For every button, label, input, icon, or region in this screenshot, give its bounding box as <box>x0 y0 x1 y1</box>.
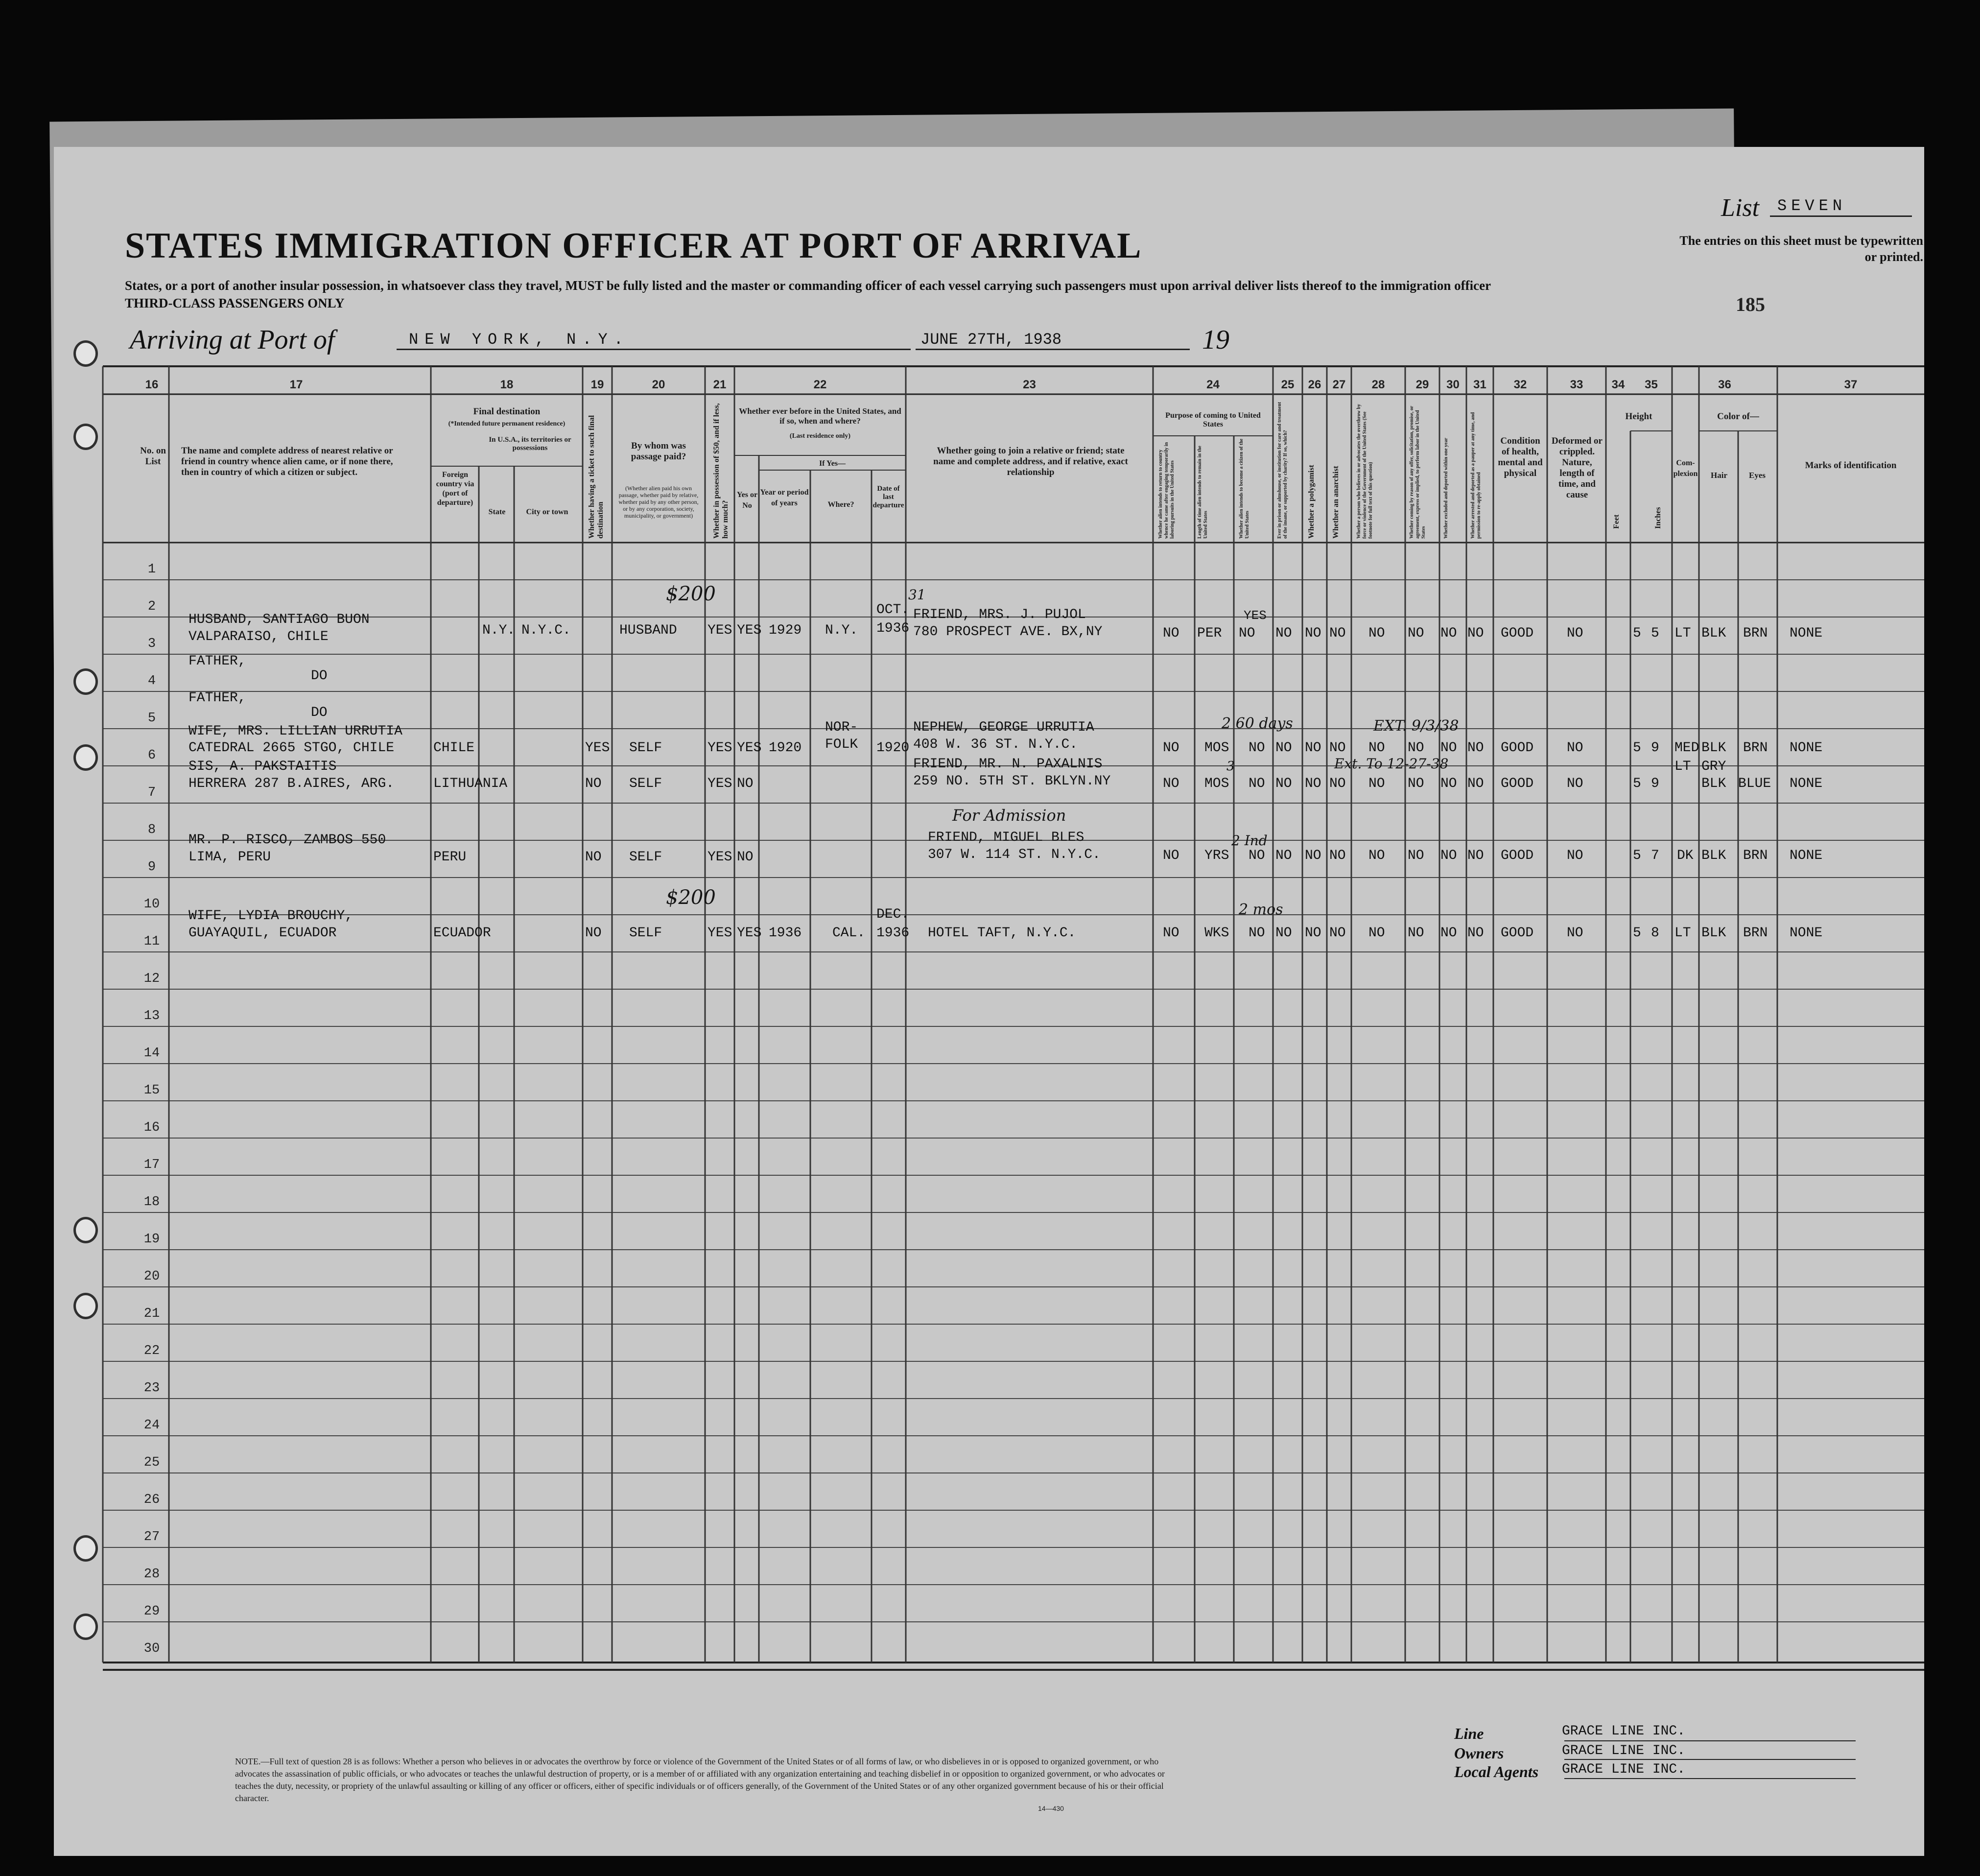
header-money: Whether in possession of $50, and if less, how much? <box>712 403 730 539</box>
class-line: THIRD-CLASS PASSENGERS ONLY <box>125 296 345 310</box>
q29: NO <box>1408 848 1424 863</box>
line-label: Line <box>1454 1725 1484 1742</box>
row-number: 18 <box>143 1195 160 1210</box>
header-in-usa: In U.S.A., its territories or possessions <box>489 436 571 452</box>
height-feet: 5 <box>1633 926 1641 941</box>
row-number: 24 <box>143 1418 160 1433</box>
purpose-return: NO <box>1163 926 1179 941</box>
header-no-on-list: No. on List <box>140 446 166 467</box>
header-height: Height <box>1625 411 1652 422</box>
header-purpose-citizen: Whether alien intends to become a citizen of the United States <box>1239 438 1250 539</box>
joining: 259 NO. 5TH ST. BKLYN.NY <box>913 774 1111 789</box>
relative-abroad: HUSBAND, SANTIAGO BUON <box>189 612 370 627</box>
departure-date: OCT. <box>876 602 910 617</box>
relative-abroad: GUAYAQUIL, ECUADOR <box>189 926 337 941</box>
list-label: List <box>1721 194 1760 222</box>
manifest-sheet <box>54 147 1924 1856</box>
handwritten-length: 2 mos <box>1239 901 1283 918</box>
relative-abroad: WIFE, MRS. LILLIAN URRUTIA <box>189 724 402 739</box>
joining: FRIEND, MR. N. PAXALNIS <box>913 757 1103 772</box>
purpose-citizen: NO <box>1249 740 1265 756</box>
eyes: BLUE <box>1738 776 1771 791</box>
arrival-port: NEW YORK, N.Y. <box>409 331 630 349</box>
eyes: BRN <box>1743 740 1768 756</box>
purpose-length: WKS <box>1204 926 1229 941</box>
paid-by: HUSBAND <box>619 623 677 638</box>
purpose-citizen: NO <box>1249 848 1265 863</box>
before-where: N.Y. <box>825 623 858 638</box>
header-before-in-us: Whether ever before in the United States, and if so, when and where? <box>739 406 901 426</box>
health: GOOD <box>1501 740 1534 756</box>
complexion: LT <box>1674 759 1691 774</box>
before-where: CAL. <box>832 926 866 941</box>
column-number: 16 <box>145 378 159 391</box>
money: YES <box>707 740 732 756</box>
header-where: Where? <box>827 500 854 509</box>
handwritten-amount: $200 <box>666 886 716 909</box>
deformed: NO <box>1567 926 1583 941</box>
q31: NO <box>1467 626 1484 641</box>
q26: NO <box>1305 926 1321 941</box>
before-yes-no: NO <box>737 776 754 791</box>
row-number: 6 <box>147 748 156 763</box>
column-number: 20 <box>652 378 665 391</box>
row-number: 14 <box>143 1046 160 1061</box>
eyes: BRN <box>1743 848 1768 863</box>
money: YES <box>707 850 732 865</box>
owners-label: Owners <box>1454 1744 1504 1762</box>
row-number: 19 <box>143 1232 160 1247</box>
complexion: DK <box>1677 848 1694 863</box>
marks: NONE <box>1790 626 1823 641</box>
hair: BLK <box>1701 848 1726 863</box>
purpose-citizen: NO <box>1239 626 1255 641</box>
q27: NO <box>1329 776 1346 791</box>
header-city: City or town <box>526 508 568 516</box>
relative-abroad: HERRERA 287 B.AIRES, ARG. <box>189 776 395 791</box>
height-inches: 9 <box>1651 740 1659 756</box>
height-feet: 5 <box>1633 740 1641 756</box>
q28: NO <box>1368 626 1385 641</box>
foreign-country: LITHUANIA <box>433 776 508 791</box>
column-number: 21 <box>713 378 727 391</box>
relative-abroad: CATEDRAL 2665 STGO, CHILE <box>189 740 395 756</box>
line-value: GRACE LINE INC. <box>1562 1724 1686 1739</box>
hair: BLK <box>1701 740 1726 756</box>
departure-date: 1936 <box>876 621 910 636</box>
purpose-citizen: NO <box>1249 776 1265 791</box>
purpose-length: PER <box>1197 626 1222 641</box>
header-final-destination-note: (*Intended future permanent residence) <box>448 420 566 427</box>
header-year-period: Year or period of years <box>760 488 809 507</box>
header-purpose-return: Whether alien intends to return to country whence he came after engaging temporarily in laboring pursuits in the United States <box>1158 442 1175 539</box>
header-q29: Whether coming by reason of any offer, solicitation, promise, or agreement, express or implied, to perform labor in the United States <box>1409 405 1426 539</box>
header-q30: Whether excluded and deported within one year <box>1443 438 1449 539</box>
agents-value: GRACE LINE INC. <box>1562 1762 1686 1777</box>
paid-by: SELF <box>629 776 662 791</box>
joining: 408 W. 36 ST. N.Y.C. <box>913 737 1078 752</box>
ruled-grid <box>54 147 1924 1856</box>
q29: NO <box>1408 740 1424 756</box>
row-number: 27 <box>143 1530 160 1544</box>
form-instruction: States, or a port of another insular possession, in whatsoever class they travel, MUST be fully listed and the master or commanding officer of each vessel carrying such passengers must upon arrival deliver lists thereof to the immigration officer <box>125 278 1491 293</box>
header-eyes: Eyes <box>1749 471 1766 480</box>
marks: NONE <box>1790 776 1823 791</box>
joining: FRIEND, MRS. J. PUJOL <box>913 607 1086 622</box>
handwritten-admission-note: For Admission <box>952 806 1066 825</box>
hair: GRY <box>1701 759 1726 774</box>
column-number: 37 <box>1844 378 1858 391</box>
header-health: Condition of health, mental and physical <box>1498 436 1543 478</box>
column-number: 22 <box>813 378 827 391</box>
header-marks: Marks of identification <box>1805 460 1897 471</box>
joining: NEPHEW, GEORGE URRUTIA <box>913 720 1094 735</box>
row-number: 3 <box>147 637 156 651</box>
purpose-return: NO <box>1163 848 1179 863</box>
paid-by: SELF <box>629 740 662 756</box>
purpose-return: NO <box>1163 626 1179 641</box>
money: YES <box>707 926 732 941</box>
q25: NO <box>1275 740 1292 756</box>
column-number: 18 <box>500 378 514 391</box>
column-number: 27 <box>1332 378 1346 391</box>
health: GOOD <box>1501 848 1534 863</box>
joining: FRIEND, MIGUEL BLES <box>928 830 1084 845</box>
q25: NO <box>1275 776 1292 791</box>
q29: NO <box>1408 626 1424 641</box>
column-number: 34 <box>1611 378 1625 391</box>
handwritten-amount: $200 <box>666 583 716 605</box>
complexion: LT <box>1674 626 1691 641</box>
row-number: 15 <box>143 1083 160 1098</box>
complexion: LT <box>1674 926 1691 941</box>
column-number: 30 <box>1446 378 1460 391</box>
before-yes-no: YES <box>737 926 762 941</box>
q26: NO <box>1305 740 1321 756</box>
deformed: NO <box>1567 626 1583 641</box>
paid-by: SELF <box>629 926 662 941</box>
q25: NO <box>1275 926 1292 941</box>
column-number: 36 <box>1718 378 1731 391</box>
departure-date: 1936 <box>876 926 910 941</box>
column-number: 25 <box>1281 378 1295 391</box>
column-number: 29 <box>1415 378 1429 391</box>
height-feet: 5 <box>1633 848 1641 863</box>
joining: 307 W. 114 ST. N.Y.C. <box>928 847 1101 862</box>
purpose-citizen: NO <box>1249 926 1265 941</box>
ticket: NO <box>585 850 602 865</box>
header-passage-paid: By whom was passage paid? <box>631 441 686 462</box>
column-number: 28 <box>1371 378 1385 391</box>
header-joining: Whether going to join a relative or friend; state name and complete address, and if relative, exact relationship <box>933 446 1128 477</box>
row-number: 17 <box>143 1158 160 1172</box>
row-number: 30 <box>143 1641 160 1656</box>
purpose-length: MOS <box>1204 776 1229 791</box>
q29: NO <box>1408 926 1424 941</box>
ditto: DO <box>311 705 328 720</box>
header-hair: Hair <box>1711 471 1727 480</box>
q28: NO <box>1368 776 1385 791</box>
row-number: 26 <box>143 1493 160 1507</box>
purpose-length: YRS <box>1204 848 1229 863</box>
q28: NO <box>1368 848 1385 863</box>
q26: NO <box>1305 776 1321 791</box>
row-number: 16 <box>143 1120 160 1135</box>
height-feet: 5 <box>1633 776 1641 791</box>
q27: NO <box>1329 926 1346 941</box>
arriving-label: Arriving at Port of <box>130 325 335 355</box>
height-feet: 5 <box>1633 626 1641 641</box>
joining: HOTEL TAFT, N.Y.C. <box>928 926 1076 941</box>
column-number: 19 <box>590 378 604 391</box>
row-number: 9 <box>147 860 156 875</box>
q31: NO <box>1467 740 1484 756</box>
before-yes-no: YES <box>737 623 762 638</box>
header-date-departure: Date of last departure <box>872 485 904 509</box>
row-number: 2 <box>147 599 156 614</box>
q25: NO <box>1275 626 1292 641</box>
foreign-country: PERU <box>433 850 467 865</box>
header-purpose: Purpose of coming to United States <box>1165 411 1261 428</box>
height-inches: 9 <box>1651 776 1659 791</box>
relative-abroad: LIMA, PERU <box>189 850 271 865</box>
marks: NONE <box>1790 740 1823 756</box>
joining: 780 PROSPECT AVE. BX,NY <box>913 624 1103 640</box>
height-inches: 8 <box>1651 926 1659 941</box>
q28: NO <box>1368 926 1385 941</box>
header-polygamist: Whether a polygamist <box>1307 465 1316 539</box>
handwritten-date: 31 <box>908 587 926 603</box>
header-complexion: Com-plexion <box>1673 459 1698 478</box>
deformed: NO <box>1567 740 1583 756</box>
deformed: NO <box>1567 848 1583 863</box>
foreign-country: CHILE <box>433 740 475 756</box>
header-deformed: Deformed or crippled. Nature, length of time, and cause <box>1552 436 1603 500</box>
row-number: 20 <box>143 1269 160 1284</box>
height-inches: 7 <box>1651 848 1659 863</box>
row-number: 28 <box>143 1567 160 1582</box>
header-q28: Whether a person who believes in or advocates the overthrow by force or violence of the Government of the United States (See footnote for full text of this question) <box>1356 404 1373 539</box>
row-number: 29 <box>143 1604 160 1619</box>
marks: NONE <box>1790 926 1823 941</box>
row-number: 25 <box>143 1455 160 1470</box>
header-if-yes: If Yes— <box>819 459 846 468</box>
owners-value: GRACE LINE INC. <box>1562 1743 1686 1758</box>
relative-abroad: VALPARAISO, CHILE <box>189 629 329 644</box>
before-year: 1929 <box>769 623 802 638</box>
q25: NO <box>1275 848 1292 863</box>
handwritten-extension: Ext. To 12-27-38 <box>1334 756 1449 772</box>
row-number: 23 <box>143 1381 160 1396</box>
q29: NO <box>1408 776 1424 791</box>
q31: NO <box>1467 776 1484 791</box>
list-value: SEVEN <box>1777 197 1847 215</box>
purpose-return: NO <box>1163 776 1179 791</box>
relative-abroad: FATHER, <box>189 690 246 706</box>
handwritten-citizen: YES <box>1244 608 1267 623</box>
q31: NO <box>1467 848 1484 863</box>
row-number: 8 <box>147 823 156 837</box>
relative-abroad: WIFE, LYDIA BROUCHY, <box>189 908 354 924</box>
before-yes-no: YES <box>737 740 762 756</box>
q31: NO <box>1467 926 1484 941</box>
city: N.Y.C. <box>521 623 571 638</box>
before-yes-no: NO <box>737 850 754 865</box>
before-year: 1936 <box>769 926 802 941</box>
row-number: 13 <box>143 1009 160 1023</box>
health: GOOD <box>1501 926 1534 941</box>
q28: NO <box>1368 740 1385 756</box>
ticket: YES <box>585 740 610 756</box>
hair: BLK <box>1701 926 1726 941</box>
agents-label: Local Agents <box>1454 1763 1539 1781</box>
height-inches: 5 <box>1651 626 1659 641</box>
q26: NO <box>1305 626 1321 641</box>
row-number: 12 <box>143 972 160 986</box>
ticket: NO <box>585 926 602 941</box>
header-yes-no: Yes or No <box>736 491 758 510</box>
q30: NO <box>1440 848 1457 863</box>
column-number: 33 <box>1570 378 1583 391</box>
eyes: BRN <box>1743 626 1768 641</box>
q30: NO <box>1440 626 1457 641</box>
header-state: State <box>488 508 506 516</box>
row-number: 21 <box>143 1306 160 1321</box>
header-ticket: Whether having a ticket to such final destination <box>588 415 605 539</box>
year-prefix: 19 <box>1202 325 1229 355</box>
header-before-note: (Last residence only) <box>789 432 851 440</box>
row-number: 5 <box>147 711 156 726</box>
page-number: 185 <box>1736 293 1765 315</box>
q27: NO <box>1329 848 1346 863</box>
departure-date: DEC. <box>876 907 910 922</box>
complexion: MED <box>1674 740 1699 756</box>
form-title: STATES IMMIGRATION OFFICER AT PORT OF ARRIVAL <box>125 226 1142 266</box>
paid-by: SELF <box>629 850 662 865</box>
relative-abroad: SIS, A. PAKSTAITIS <box>189 759 337 774</box>
ditto: DO <box>311 668 328 684</box>
handwritten-extension: EXT. 9/3/38 <box>1373 717 1459 735</box>
header-anarchist: Whether an anarchist <box>1332 466 1340 539</box>
health: GOOD <box>1501 776 1534 791</box>
health: GOOD <box>1501 626 1534 641</box>
column-number: 31 <box>1473 378 1486 391</box>
hair: BLK <box>1701 776 1726 791</box>
handwritten-length: 2 Ind <box>1231 832 1268 849</box>
state: N.Y. <box>482 623 516 638</box>
arrival-date: JUNE 27TH, 1938 <box>920 331 1062 349</box>
footnote-question-28: NOTE.—Full text of question 28 is as follows: Whether a person who believes in or advocates the overthrow by force or violence of the Government of the United States or of all forms of law, or who disbelieves in or is opposed to organized government, or who advocates the assassination of public officials, or who advocates or teaches the unlawful destruction of property, or is a member of or affiliated with any organization entertaining and teaching disbelief in or opposition to organized government, or who advocates or teaches the duty, necessity, or propriety of the unlawful assaulting or killing of any officer or officers, either of specific individuals or of officers generally, of the Government of the United States or of any other organized government because of his or their official character. <box>235 1757 1165 1803</box>
money: YES <box>707 623 732 638</box>
column-number: 17 <box>289 378 303 391</box>
purpose-length: MOS <box>1204 740 1229 756</box>
q26: NO <box>1305 848 1321 863</box>
header-feet: Feet <box>1612 514 1621 529</box>
q30: NO <box>1440 926 1457 941</box>
column-number: 23 <box>1023 378 1036 391</box>
marks: NONE <box>1790 848 1823 863</box>
sheet-note: The entries on this sheet must be typewritten or printed. <box>1679 234 1923 264</box>
relative-abroad: MR. P. RISCO, ZAMBOS 550 <box>189 832 386 848</box>
row-number: 7 <box>147 785 156 800</box>
header-final-destination: Final destination <box>473 406 541 417</box>
relative-abroad: FATHER, <box>189 654 246 669</box>
ticket: NO <box>585 776 602 791</box>
row-number: 10 <box>143 897 160 912</box>
header-inches: Inches <box>1654 507 1662 529</box>
column-number: 24 <box>1206 378 1220 391</box>
before-where: NOR- <box>825 720 858 735</box>
foreign-country: ECUADOR <box>433 926 491 941</box>
before-year: 1920 <box>769 740 802 756</box>
q30: NO <box>1440 740 1457 756</box>
header-color-of: Color of— <box>1717 411 1759 422</box>
before-where: FOLK <box>825 737 858 752</box>
header-relative-abroad: The name and complete address of nearest relative or friend in country whence alien came, or if none there, then in country of which a citizen or subject. <box>181 446 393 477</box>
hair: BLK <box>1701 626 1726 641</box>
q27: NO <box>1329 740 1346 756</box>
departure-date: 1920 <box>876 740 910 756</box>
row-number: 1 <box>147 562 156 577</box>
q30: NO <box>1440 776 1457 791</box>
handwritten-length: 2 60 days <box>1222 715 1293 732</box>
column-number: 26 <box>1308 378 1321 391</box>
column-number: 35 <box>1645 378 1658 391</box>
row-number: 4 <box>147 674 156 689</box>
header-q31: Whether arrested and deported as a pauper at any time, and permission to re-apply obtained <box>1470 412 1482 539</box>
form-number: 14—430 <box>1038 1805 1064 1812</box>
row-number: 22 <box>143 1344 160 1358</box>
row-number: 11 <box>143 934 160 949</box>
money: YES <box>707 776 732 791</box>
header-purpose-length: Length of time alien intends to remain in the United States <box>1197 446 1208 539</box>
header-passage-note: (Whether alien paid his own passage, whether paid by relative, whether paid by any other person, or by any corporation, society, municipality, or government) <box>618 485 699 519</box>
purpose-return: NO <box>1163 740 1179 756</box>
header-foreign-country: Foreign country via (port of departure) <box>436 471 474 507</box>
q27: NO <box>1329 626 1346 641</box>
deformed: NO <box>1567 776 1583 791</box>
eyes: BRN <box>1743 926 1768 941</box>
header-prison: Ever in prison or almshouse, or institution for care and treatment of the insane, or supported by charity? If so, which? <box>1277 402 1288 539</box>
handwritten-length: 3 <box>1226 759 1235 774</box>
column-number: 32 <box>1513 378 1527 391</box>
